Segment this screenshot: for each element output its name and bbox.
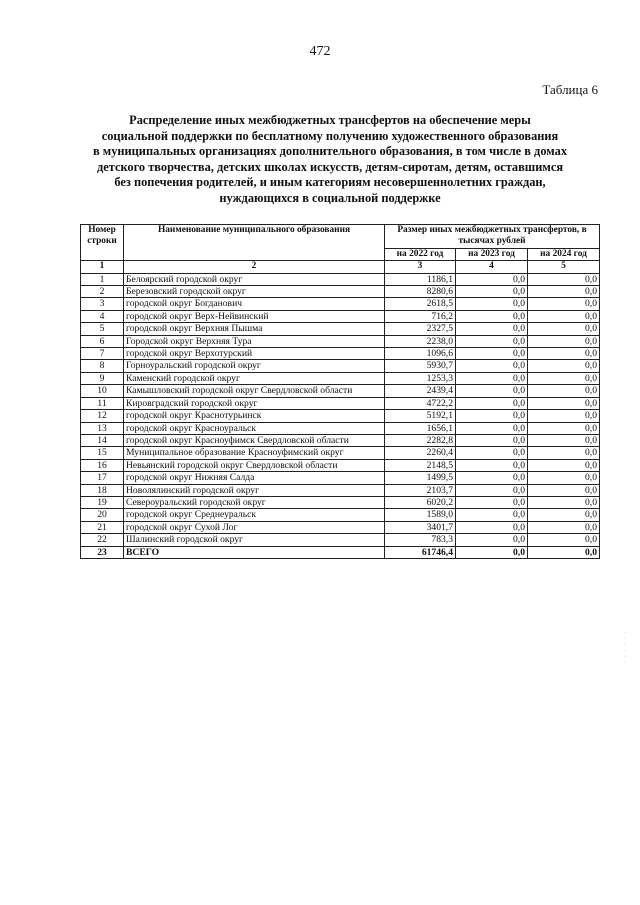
municipality-name-cell: Невьянский городской округ Свердловской области <box>124 459 385 471</box>
table-row <box>81 397 600 409</box>
row-number-cell: 20 <box>81 509 124 521</box>
table-row <box>81 372 600 384</box>
amount-2023-cell: 0,0 <box>456 310 528 322</box>
municipality-name-cell: Кировградский городской округ <box>124 397 385 409</box>
table-row <box>81 459 600 471</box>
amount-2022-cell: 2103,7 <box>385 484 456 496</box>
amount-2024-cell: 0,0 <box>528 496 600 508</box>
row-number-cell: 9 <box>81 372 124 384</box>
amount-2022-cell: 2327,5 <box>385 323 456 335</box>
amount-2024-cell: 0,0 <box>528 484 600 496</box>
amount-2024-cell: 0,0 <box>528 422 600 434</box>
amount-2024-cell: 0,0 <box>528 310 600 322</box>
amount-2022-cell: 716,2 <box>385 310 456 322</box>
row-number-cell: 18 <box>81 484 124 496</box>
row-number-cell: 8 <box>81 360 124 372</box>
amount-2022-cell: 61746,4 <box>385 546 456 558</box>
table-row <box>81 385 600 397</box>
row-number-cell: 21 <box>81 521 124 533</box>
header-transfer-amount: Размер иных межбюджетных трансфертов, в тысячах рублей <box>385 225 600 249</box>
header-year-2023: на 2023 год <box>456 248 528 260</box>
table-row <box>81 509 600 521</box>
amount-2022-cell: 4722,2 <box>385 397 456 409</box>
amount-2024-cell: 0,0 <box>528 472 600 484</box>
table-row <box>81 422 600 434</box>
municipality-name-cell: городской округ Среднеуральск <box>124 509 385 521</box>
row-number-cell: 3 <box>81 298 124 310</box>
table-row <box>81 273 600 285</box>
amount-2023-cell: 0,0 <box>456 348 528 360</box>
table-row <box>81 310 600 322</box>
row-number-cell: 11 <box>81 397 124 409</box>
municipality-name-cell: городской округ Богданович <box>124 298 385 310</box>
amount-2023-cell: 0,0 <box>456 459 528 471</box>
amount-2024-cell: 0,0 <box>528 372 600 384</box>
document-title <box>60 113 600 206</box>
row-number-cell: 7 <box>81 348 124 360</box>
municipality-name-cell: городской округ Верх-Нейвинский <box>124 310 385 322</box>
amount-2023-cell: 0,0 <box>456 521 528 533</box>
row-number-cell: 5 <box>81 323 124 335</box>
table-row <box>81 434 600 446</box>
amount-2023-cell: 0,0 <box>456 410 528 422</box>
municipality-name-cell: городской округ Верхняя Пышма <box>124 323 385 335</box>
title-line: нуждающихся в социальной поддержке <box>219 190 441 205</box>
table-row <box>81 447 600 459</box>
title-line: детского творчества, детских школах искусств, детям-сиротам, детям, оставшимся <box>96 159 564 174</box>
column-index: 5 <box>528 261 600 273</box>
table-row <box>81 521 600 533</box>
row-number-cell: 22 <box>81 534 124 546</box>
amount-2022-cell: 2282,8 <box>385 434 456 446</box>
municipality-name-cell: Городской округ Верхняя Тура <box>124 335 385 347</box>
amount-2024-cell: 0,0 <box>528 360 600 372</box>
amount-2024-cell: 0,0 <box>528 521 600 533</box>
row-number-cell: 19 <box>81 496 124 508</box>
amount-2023-cell: 0,0 <box>456 372 528 384</box>
amount-2023-cell: 0,0 <box>456 434 528 446</box>
row-number-cell: 2 <box>81 286 124 298</box>
amount-2023-cell: 0,0 <box>456 472 528 484</box>
municipality-name-cell: Муниципальное образование Красноуфимский округ <box>124 447 385 459</box>
amount-2022-cell: 783,3 <box>385 534 456 546</box>
table-label: Таблица 6 <box>542 82 598 97</box>
title-line: Распределение иных межбюджетных трансфертов на обеспечение меры <box>129 113 531 127</box>
amount-2024-cell: 0,0 <box>528 434 600 446</box>
municipality-name-cell: городской округ Красноуфимск Свердловской области <box>124 434 385 446</box>
municipality-name-cell: Североуральский городской округ <box>124 496 385 508</box>
row-number-cell: 13 <box>81 422 124 434</box>
row-number-cell: 10 <box>81 385 124 397</box>
amount-2024-cell: 0,0 <box>528 273 600 285</box>
table-row <box>81 410 600 422</box>
row-number-cell: 23 <box>81 546 124 558</box>
table-row <box>81 472 600 484</box>
municipality-name-cell: ВСЕГО <box>124 546 385 558</box>
amount-2022-cell: 3401,7 <box>385 521 456 533</box>
amount-2023-cell: 0,0 <box>456 447 528 459</box>
table-row <box>81 484 600 496</box>
amount-2022-cell: 8280,6 <box>385 286 456 298</box>
municipality-name-cell: городской округ Краснотурьинск <box>124 410 385 422</box>
amount-2024-cell: 0,0 <box>528 397 600 409</box>
row-number-cell: 4 <box>81 310 124 322</box>
amount-2022-cell: 1186,1 <box>385 273 456 285</box>
amount-2023-cell: 0,0 <box>456 335 528 347</box>
table-row <box>81 335 600 347</box>
title-line: социальной поддержки по бесплатному получению художественного образования <box>101 128 559 143</box>
amount-2024-cell: 0,0 <box>528 286 600 298</box>
amount-2022-cell: 2238,0 <box>385 335 456 347</box>
row-number-cell: 16 <box>81 459 124 471</box>
header-year-2022: на 2022 год <box>385 248 456 260</box>
amount-2023-cell: 0,0 <box>456 534 528 546</box>
municipality-name-cell: Горноуральский городской округ <box>124 360 385 372</box>
amount-2024-cell: 0,0 <box>528 509 600 521</box>
amount-2024-cell: 0,0 <box>528 534 600 546</box>
amount-2023-cell: 0,0 <box>456 286 528 298</box>
title-line: без попечения родителей, и иным категориям несовершеннолетних граждан, <box>114 175 546 189</box>
municipality-name-cell: Каменский городской округ <box>124 372 385 384</box>
table-row <box>81 496 600 508</box>
row-number-cell: 6 <box>81 335 124 347</box>
amount-2023-cell: 0,0 <box>456 484 528 496</box>
amount-2024-cell: 0,0 <box>528 385 600 397</box>
municipality-name-cell: Новолялинский городской округ <box>124 484 385 496</box>
table-row <box>81 534 600 546</box>
municipality-name-cell: Камышловский городской округ Свердловской области <box>124 385 385 397</box>
amount-2024-cell: 0,0 <box>528 447 600 459</box>
row-number-cell: 17 <box>81 472 124 484</box>
municipality-name-cell: Шалинский городской округ <box>124 534 385 546</box>
amount-2022-cell: 2148,5 <box>385 459 456 471</box>
municipality-name-cell: городской округ Красноуральск <box>124 422 385 434</box>
amount-2022-cell: 1656,1 <box>385 422 456 434</box>
total-row <box>81 546 600 558</box>
amount-2023-cell: 0,0 <box>456 273 528 285</box>
amount-2024-cell: 0,0 <box>528 348 600 360</box>
margin-scan-marks: · · · · · · <box>624 630 626 666</box>
amount-2022-cell: 5930,7 <box>385 360 456 372</box>
amount-2023-cell: 0,0 <box>456 422 528 434</box>
amount-2023-cell: 0,0 <box>456 546 528 558</box>
amount-2024-cell: 0,0 <box>528 410 600 422</box>
municipality-name-cell: городской округ Сухой Лог <box>124 521 385 533</box>
amount-2024-cell: 0,0 <box>528 459 600 471</box>
row-number-cell: 1 <box>81 273 124 285</box>
amount-2023-cell: 0,0 <box>456 385 528 397</box>
title-line: в муниципальных организациях дополнительного образования, в том числе в домах <box>92 144 568 158</box>
amount-2024-cell: 0,0 <box>528 298 600 310</box>
amount-2022-cell: 5192,1 <box>385 410 456 422</box>
municipality-name-cell: Белоярский городской округ <box>124 273 385 285</box>
amount-2022-cell: 1253,3 <box>385 372 456 384</box>
amount-2023-cell: 0,0 <box>456 397 528 409</box>
amount-2022-cell: 2260,4 <box>385 447 456 459</box>
amount-2022-cell: 1096,6 <box>385 348 456 360</box>
amount-2022-cell: 1589,0 <box>385 509 456 521</box>
header-municipality-name: Наименование муниципального образования <box>124 225 385 261</box>
row-number-cell: 15 <box>81 447 124 459</box>
amount-2023-cell: 0,0 <box>456 323 528 335</box>
column-index: 2 <box>124 261 385 273</box>
amount-2022-cell: 2439,4 <box>385 385 456 397</box>
header-year-2024: на 2024 год <box>528 248 600 260</box>
amount-2023-cell: 0,0 <box>456 360 528 372</box>
table-header <box>81 225 600 274</box>
column-index: 4 <box>456 261 528 273</box>
table-row <box>81 286 600 298</box>
amount-2024-cell: 0,0 <box>528 323 600 335</box>
header-row-number: Номер строки <box>81 225 124 261</box>
table-row <box>81 298 600 310</box>
amount-2023-cell: 0,0 <box>456 509 528 521</box>
transfers-table <box>80 224 600 559</box>
table-body <box>81 273 600 558</box>
municipality-name-cell: городской округ Верхотурский <box>124 348 385 360</box>
amount-2024-cell: 0,0 <box>528 546 600 558</box>
municipality-name-cell: Березовский городской округ <box>124 286 385 298</box>
column-index: 1 <box>81 261 124 273</box>
column-index: 3 <box>385 261 456 273</box>
amount-2022-cell: 2618,5 <box>385 298 456 310</box>
amount-2022-cell: 6020,2 <box>385 496 456 508</box>
amount-2024-cell: 0,0 <box>528 335 600 347</box>
amount-2022-cell: 1499,5 <box>385 472 456 484</box>
amount-2023-cell: 0,0 <box>456 496 528 508</box>
table-row <box>81 360 600 372</box>
table-row <box>81 348 600 360</box>
table-row <box>81 323 600 335</box>
row-number-cell: 14 <box>81 434 124 446</box>
municipality-name-cell: городской округ Нижняя Салда <box>124 472 385 484</box>
page-number: 472 <box>309 44 331 59</box>
row-number-cell: 12 <box>81 410 124 422</box>
amount-2023-cell: 0,0 <box>456 298 528 310</box>
